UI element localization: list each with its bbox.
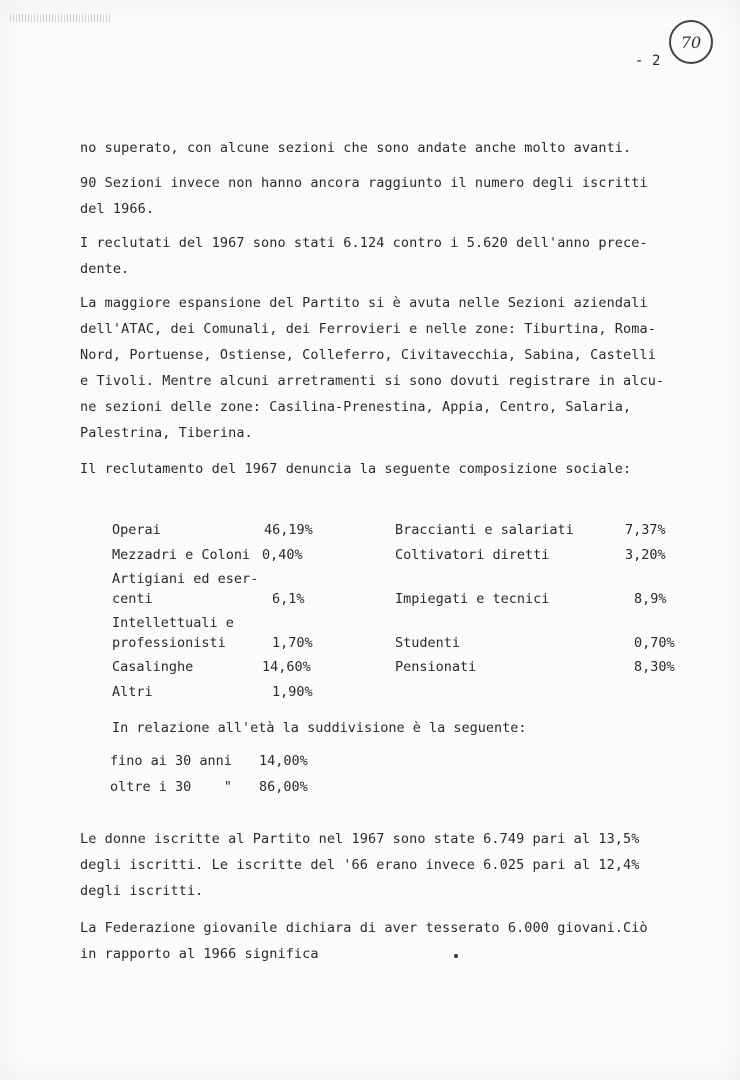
scan-marks: [10, 14, 110, 22]
table-label: Intellettuali e: [112, 615, 234, 631]
paragraph-espansione: [80, 290, 700, 446]
paragraph-sezioni: [80, 170, 700, 222]
page-number: - 2: [635, 53, 661, 69]
table-label: centi: [112, 591, 153, 607]
text-line: ne sezioni delle zone: Casilina-Prenestina, Appia, Centro, Salaria,: [80, 399, 632, 415]
table-label: Braccianti e salariati: [395, 522, 574, 538]
text-line: Il reclutamento del 1967 denuncia la seguente composizione sociale:: [80, 461, 632, 477]
table-value: 14,60%: [262, 659, 311, 675]
table-label: Casalinghe: [112, 659, 194, 675]
paragraph-donne: [80, 826, 700, 904]
age-label: oltre i 30 ": [110, 779, 232, 795]
text-line: degli iscritti.: [80, 883, 204, 899]
text-line: in rapporto al 1966 significa: [80, 946, 319, 962]
table-value: 46,19%: [264, 522, 313, 538]
table-label: Studenti: [395, 635, 461, 651]
text-line: Le donne iscritte al Partito nel 1967 sono state 6.749 pari al 13,5%: [80, 831, 640, 847]
table-label: Pensionati: [395, 659, 477, 675]
table-value: 8,30%: [634, 659, 675, 675]
paragraph-federazione: [80, 915, 700, 967]
table-value: 6,1%: [272, 591, 305, 607]
table-value: 1,70%: [272, 635, 313, 651]
table-value: 8,9%: [634, 591, 667, 607]
paragraph-reclutati: [80, 230, 700, 282]
text-line: no superato, con alcune sezioni che sono andate anche molto avanti.: [80, 140, 632, 156]
text-line: dell'ATAC, dei Comunali, dei Ferrovieri e nelle zone: Tiburtina, Roma-: [80, 321, 656, 337]
table-value: 7,37%: [625, 522, 666, 538]
table-value: 0,70%: [634, 635, 675, 651]
text-line: Palestrina, Tiberina.: [80, 425, 253, 441]
ink-dot: [454, 954, 458, 958]
text-line: degli iscritti. Le iscritte del '66 erano invece 6.025 pari al 12,4%: [80, 857, 640, 873]
text-line: Nord, Portuense, Ostiense, Colleferro, Civitavecchia, Sabina, Castelli: [80, 347, 656, 363]
text-line: La Federazione giovanile dichiara di aver tesserato 6.000 giovani.Ciò: [80, 920, 648, 936]
age-value: 86,00%: [259, 779, 308, 795]
table-value: 0,40%: [262, 547, 303, 563]
table-label: Mezzadri e Coloni: [112, 547, 251, 563]
table-label: Operai: [112, 522, 161, 538]
age-intro: In relazione all'età la suddivisione è la seguente:: [112, 720, 527, 736]
table-label: Artigiani ed eser-: [112, 571, 259, 587]
text-line: e Tivoli. Mentre alcuni arretramenti si sono dovuti registrare in alcu-: [80, 373, 665, 389]
paragraph-composizione: [80, 456, 700, 482]
table-value: 3,20%: [625, 547, 666, 563]
paragraph-intro: [80, 135, 700, 161]
age-value: 14,00%: [259, 753, 308, 769]
table-label: Coltivatori diretti: [395, 547, 550, 563]
table-label: Altri: [112, 684, 153, 700]
table-value: 1,90%: [272, 684, 313, 700]
text-line: del 1966.: [80, 201, 155, 217]
age-label: fino ai 30 anni: [110, 753, 232, 769]
text-line: I reclutati del 1967 sono stati 6.124 contro i 5.620 dell'anno prece-: [80, 235, 648, 251]
text-line: dente.: [80, 261, 130, 277]
table-label: professionisti: [112, 635, 226, 651]
page-stamp: 70: [669, 20, 713, 64]
table-label: Impiegati e tecnici: [395, 591, 550, 607]
text-line: 90 Sezioni invece non hanno ancora raggiunto il numero degli iscritti: [80, 175, 648, 191]
text-line: La maggiore espansione del Partito si è avuta nelle Sezioni aziendali: [80, 295, 648, 311]
